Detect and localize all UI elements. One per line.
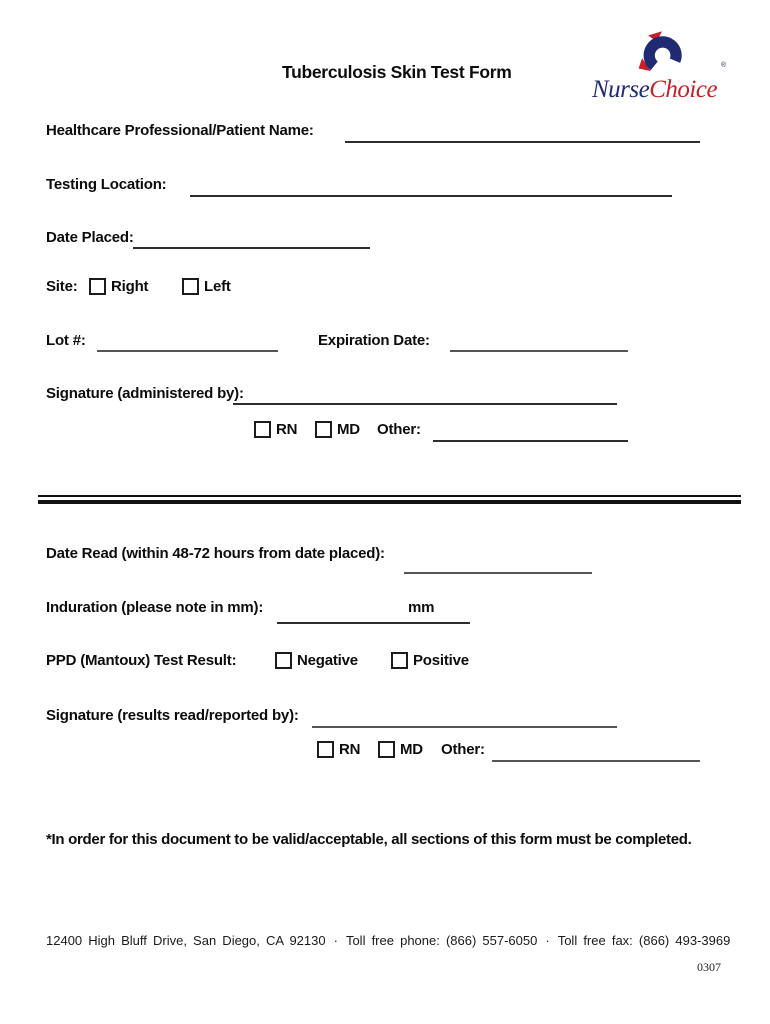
induration-label: Induration (please note in mm): xyxy=(46,599,264,616)
validity-note: *In order for this document to be valid/acceptable, all sections of this form must be completed. xyxy=(46,831,692,848)
expiration-date-label: Expiration Date: xyxy=(318,332,430,349)
footer-fax: Toll free fax: (866) 493-3969 xyxy=(557,933,731,948)
date-placed-label: Date Placed: xyxy=(46,229,134,246)
form-code: 0307 xyxy=(697,960,721,974)
footer-address: 12400 High Bluff Drive, San Diego, CA 92130 xyxy=(46,933,326,948)
site-right-checkbox[interactable] xyxy=(89,278,106,295)
footer-separator: · xyxy=(333,933,338,948)
result-positive-checkbox[interactable] xyxy=(391,652,408,669)
date-read-line[interactable] xyxy=(404,572,592,574)
administered-md-checkbox[interactable] xyxy=(315,421,332,438)
signature-results-label: Signature (results read/reported by): xyxy=(46,707,299,724)
lot-number-label: Lot #: xyxy=(46,332,86,349)
patient-name-line[interactable] xyxy=(345,141,700,143)
administered-rn-checkbox[interactable] xyxy=(254,421,271,438)
ppd-result-label: PPD (Mantoux) Test Result: xyxy=(46,652,237,669)
results-md-label: MD xyxy=(400,741,423,758)
logo-wordmark-nurse: Nurse xyxy=(592,76,650,103)
footer-contact-line xyxy=(46,933,730,948)
result-negative-label: Negative xyxy=(297,652,358,669)
site-left-checkbox[interactable] xyxy=(182,278,199,295)
logo-wordmark xyxy=(592,76,717,104)
result-positive-label: Positive xyxy=(413,652,469,669)
section-divider-thick-rule xyxy=(38,500,741,504)
page-title: Tuberculosis Skin Test Form xyxy=(282,62,512,82)
administered-md-label: MD xyxy=(337,421,360,438)
site-left-label: Left xyxy=(204,278,231,295)
results-md-checkbox[interactable] xyxy=(378,741,395,758)
testing-location-label: Testing Location: xyxy=(46,176,167,193)
induration-line[interactable] xyxy=(277,622,470,624)
signature-results-line[interactable] xyxy=(312,726,617,728)
footer-separator: · xyxy=(545,933,550,948)
induration-unit-label: mm xyxy=(408,599,435,616)
results-rn-checkbox[interactable] xyxy=(317,741,334,758)
signature-administered-line[interactable] xyxy=(233,403,617,405)
results-rn-label: RN xyxy=(339,741,361,758)
signature-administered-label: Signature (administered by): xyxy=(46,385,244,402)
administered-other-label: Other: xyxy=(377,421,421,438)
date-placed-line[interactable] xyxy=(133,247,370,249)
site-right-label: Right xyxy=(111,278,149,295)
section-divider-thin-rule xyxy=(38,495,741,497)
testing-location-line[interactable] xyxy=(190,195,672,197)
nursechoice-icon xyxy=(636,30,688,74)
administered-rn-label: RN xyxy=(276,421,298,438)
date-read-label: Date Read (within 48-72 hours from date placed): xyxy=(46,545,385,562)
lot-number-line[interactable] xyxy=(97,350,278,352)
expiration-date-line[interactable] xyxy=(450,350,628,352)
footer-phone: Toll free phone: (866) 557-6050 xyxy=(345,933,538,948)
logo-wordmark-choice: Choice xyxy=(649,76,718,103)
nursechoice-logo xyxy=(592,30,726,104)
site-label: Site: xyxy=(46,278,78,295)
result-negative-checkbox[interactable] xyxy=(275,652,292,669)
results-other-label: Other: xyxy=(441,741,485,758)
results-other-line[interactable] xyxy=(492,760,700,762)
patient-name-label: Healthcare Professional/Patient Name: xyxy=(46,122,314,139)
registered-trademark-mark: ® xyxy=(720,62,726,69)
administered-other-line[interactable] xyxy=(433,440,628,442)
